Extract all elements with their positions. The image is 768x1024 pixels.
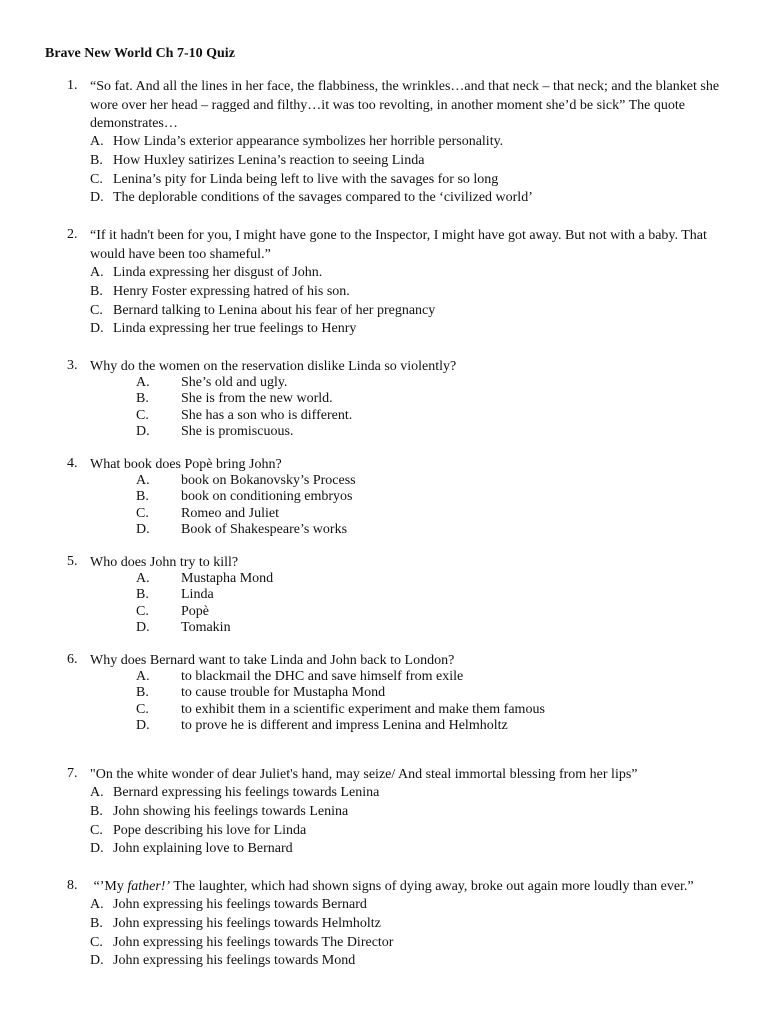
option-text: How Huxley satirizes Lenina’s reaction to seeing Linda xyxy=(113,152,425,168)
option-text: She is from the new world. xyxy=(181,391,333,407)
option-text: to exhibit them in a scientific experiment and make them famous xyxy=(181,701,545,717)
question-number: 8. xyxy=(67,878,78,893)
option-text: Tomakin xyxy=(181,620,231,636)
option-letter: A. xyxy=(136,669,150,684)
option-letter: A. xyxy=(90,134,104,149)
options-list xyxy=(90,133,533,208)
option-letter: B. xyxy=(136,587,149,603)
option-text: Pope describing his love for Linda xyxy=(113,822,307,838)
option-d xyxy=(136,522,356,538)
option-text: to blackmail the DHC and save himself from exile xyxy=(181,669,464,684)
option-a xyxy=(90,896,393,915)
option-text: Linda expressing her disgust of John. xyxy=(113,265,323,280)
option-b xyxy=(136,685,545,701)
question-stem: “So fat. And all the lines in her face, the flabbiness, the wrinkles…and that neck – that neck; and the blanket she wore over her head – ragged and filthy…it was too revolting, in another moment she’d be sick” The quote demonstrates… xyxy=(90,79,720,131)
option-b xyxy=(90,152,533,171)
option-text: John expressing his feelings towards The Director xyxy=(113,934,394,950)
question-number: 2. xyxy=(67,227,78,242)
options-list xyxy=(136,375,352,441)
option-d xyxy=(90,320,435,339)
option-a xyxy=(136,571,273,587)
option-d xyxy=(90,840,379,859)
option-c xyxy=(136,408,352,424)
option-b xyxy=(90,283,435,302)
question-number: 5. xyxy=(67,554,78,569)
option-text: John expressing his feelings towards Helmholtz xyxy=(113,915,381,931)
question-stem: "On the white wonder of dear Juliet's hand, may seize/ And steal immortal blessing from her lips” xyxy=(90,767,638,782)
option-letter: A. xyxy=(90,897,104,912)
option-letter: C. xyxy=(90,934,103,950)
option-letter: D. xyxy=(136,424,150,440)
option-text: John expressing his feelings towards Bernard xyxy=(113,897,367,912)
option-letter: B. xyxy=(90,283,103,299)
option-text: She is promiscuous. xyxy=(181,424,294,440)
option-b xyxy=(90,803,379,822)
option-letter: C. xyxy=(136,603,149,619)
option-letter: C. xyxy=(90,302,103,318)
option-letter: B. xyxy=(136,685,149,701)
option-letter: C. xyxy=(90,822,103,838)
option-letter: B. xyxy=(90,803,103,819)
option-text: to prove he is different and impress Lenina and Helmholtz xyxy=(181,718,508,734)
option-text: Henry Foster expressing hatred of his son. xyxy=(113,283,350,299)
option-a xyxy=(136,669,545,685)
option-text: How Linda’s exterior appearance symbolizes her horrible personality. xyxy=(113,134,504,149)
option-c xyxy=(90,934,393,953)
option-letter: A. xyxy=(90,785,104,800)
option-a xyxy=(90,133,533,152)
option-text: Bernard talking to Lenina about his fear of her pregnancy xyxy=(113,302,436,318)
option-d xyxy=(90,189,533,208)
option-text: Romeo and Juliet xyxy=(181,505,279,521)
question-stem: “If it hadn't been for you, I might have gone to the Inspector, I might have got away. But not with a baby. That would have been too shameful.” xyxy=(90,228,707,262)
option-c xyxy=(136,604,273,620)
option-c xyxy=(136,702,545,718)
option-text: Popè xyxy=(181,603,209,619)
question-number: 1. xyxy=(67,78,78,93)
option-letter: B. xyxy=(136,391,149,407)
option-text: The deplorable conditions of the savages compared to the ‘civilized world’ xyxy=(113,190,533,206)
option-letter: A. xyxy=(136,571,150,586)
option-text: Bernard expressing his feelings towards Lenina xyxy=(113,785,380,800)
option-text: book on Bokanovsky’s Process xyxy=(181,473,356,488)
option-a xyxy=(90,784,379,803)
option-letter: C. xyxy=(136,407,149,423)
option-letter: C. xyxy=(90,171,103,187)
option-d xyxy=(136,620,273,636)
option-d xyxy=(136,718,545,734)
option-letter: B. xyxy=(90,915,103,931)
option-d xyxy=(136,424,352,440)
option-letter: D. xyxy=(90,321,104,337)
option-text: book on conditioning embryos xyxy=(181,489,353,505)
option-d xyxy=(90,952,393,971)
option-c xyxy=(90,171,533,190)
option-c xyxy=(90,302,435,321)
option-letter: C. xyxy=(136,701,149,717)
option-text: Linda xyxy=(181,587,214,603)
question-number: 4. xyxy=(67,456,78,471)
question-stem xyxy=(90,878,722,897)
option-text: John explaining love to Bernard xyxy=(113,841,293,857)
option-text: Mustapha Mond xyxy=(181,571,274,586)
question-stem: Why does Bernard want to take Linda and John back to London? xyxy=(90,653,455,668)
option-a xyxy=(136,473,356,489)
option-letter: A. xyxy=(136,473,150,488)
option-letter: B. xyxy=(136,489,149,505)
option-b xyxy=(136,489,356,505)
option-c xyxy=(90,822,379,841)
option-letter: D. xyxy=(136,522,150,538)
option-letter: D. xyxy=(90,953,104,969)
option-text: Lenina’s pity for Linda being left to live with the savages for so long xyxy=(113,171,499,187)
question-number: 6. xyxy=(67,652,78,667)
option-b xyxy=(90,915,393,934)
option-text: John expressing his feelings towards Mond xyxy=(113,953,356,969)
option-text: She has a son who is different. xyxy=(181,407,353,423)
options-list xyxy=(136,473,356,539)
option-letter: B. xyxy=(90,152,103,168)
options-list xyxy=(90,784,379,859)
option-letter: D. xyxy=(136,718,150,734)
page-title: Brave New World Ch 7-10 Quiz xyxy=(45,46,235,61)
option-text: to cause trouble for Mustapha Mond xyxy=(181,685,386,701)
options-list xyxy=(136,669,545,735)
option-a xyxy=(90,264,435,283)
option-a xyxy=(136,375,352,391)
option-text: She’s old and ugly. xyxy=(181,375,288,390)
stem-text: The laughter, which had shown signs of dying away, broke out again more loudly than ever.” xyxy=(170,879,694,894)
option-letter: A. xyxy=(90,265,104,280)
option-c xyxy=(136,506,356,522)
option-text: Linda expressing her true feelings to Henry xyxy=(113,321,357,337)
question-stem: Who does John try to kill? xyxy=(90,555,239,570)
options-list xyxy=(90,264,435,339)
options-list xyxy=(136,571,273,637)
question-stem: Why do the women on the reservation dislike Linda so violently? xyxy=(90,359,457,374)
option-b xyxy=(136,587,273,603)
option-letter: D. xyxy=(136,620,150,636)
options-list xyxy=(90,896,393,971)
option-letter: D. xyxy=(90,841,104,857)
option-letter: C. xyxy=(136,505,149,521)
option-letter: A. xyxy=(136,375,150,390)
question-number: 3. xyxy=(67,358,78,373)
option-letter: D. xyxy=(90,190,104,206)
option-text: John showing his feelings towards Lenina xyxy=(113,803,349,819)
stem-text: “’My xyxy=(90,879,128,894)
question-number: 7. xyxy=(67,766,78,781)
option-b xyxy=(136,391,352,407)
stem-italic-text: father!’ xyxy=(127,879,171,894)
question-stem: What book does Popè bring John? xyxy=(90,457,282,472)
option-text: Book of Shakespeare’s works xyxy=(181,522,348,538)
